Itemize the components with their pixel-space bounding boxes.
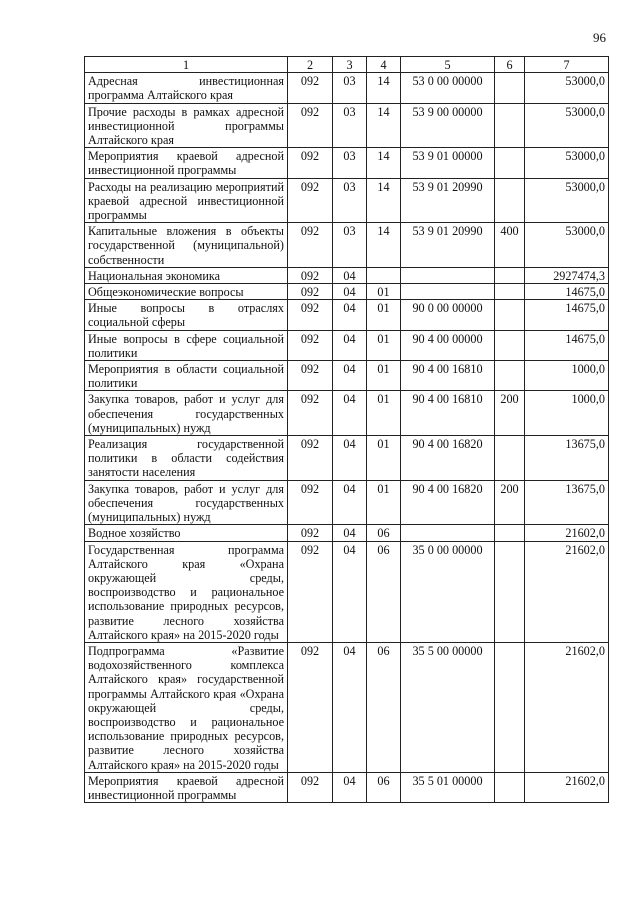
row-ministry-code-cell: 092: [288, 525, 333, 541]
row-section-cell: 04: [333, 642, 367, 772]
row-subsection-cell: 14: [367, 148, 401, 178]
row-section-cell: 04: [333, 267, 367, 283]
row-name-cell: Мероприятия в области социальной политики: [85, 361, 288, 391]
row-amount-cell: 14675,0: [525, 284, 609, 300]
row-name-cell: Закупка товаров, работ и услуг для обеспечения государственных (муниципальных) нужд: [85, 480, 288, 525]
table-row: [85, 178, 609, 223]
row-amount-cell: 21602,0: [525, 541, 609, 642]
row-section-cell: 04: [333, 361, 367, 391]
row-amount-cell: 2927474,3: [525, 267, 609, 283]
row-target-article-cell: 35 0 00 00000: [401, 541, 495, 642]
row-name-cell: Расходы на реализацию мероприятий краевой адресной инвестиционной программы: [85, 178, 288, 223]
row-amount-cell: 53000,0: [525, 178, 609, 223]
row-target-article-cell: 90 4 00 16810: [401, 361, 495, 391]
row-expense-type-cell: [495, 330, 525, 360]
row-target-article-cell: 90 4 00 00000: [401, 330, 495, 360]
row-target-article-cell: 90 0 00 00000: [401, 300, 495, 330]
row-name-cell: Реализация государственной политики в области содействия занятости населения: [85, 436, 288, 481]
row-expense-type-cell: [495, 642, 525, 772]
row-expense-type-cell: [495, 300, 525, 330]
table-row: [85, 391, 609, 436]
table-row: [85, 541, 609, 642]
row-subsection-cell: 01: [367, 480, 401, 525]
row-subsection-cell: 01: [367, 330, 401, 360]
row-ministry-code-cell: 092: [288, 361, 333, 391]
column-header-3: 3: [333, 57, 367, 73]
row-expense-type-cell: [495, 267, 525, 283]
table-row: [85, 525, 609, 541]
row-name-cell: Государственная программа Алтайского края «Охрана окружающей среды, воспроизводство и рациональное использование природных ресурсов, развитие лесного хозяйства Алтайского края» на 2015-2020 годы: [85, 541, 288, 642]
row-amount-cell: 53000,0: [525, 223, 609, 268]
row-expense-type-cell: 400: [495, 223, 525, 268]
row-target-article-cell: 35 5 01 00000: [401, 772, 495, 802]
table-row: [85, 223, 609, 268]
row-subsection-cell: 06: [367, 772, 401, 802]
row-ministry-code-cell: 092: [288, 103, 333, 148]
row-subsection-cell: 01: [367, 361, 401, 391]
row-amount-cell: 53000,0: [525, 103, 609, 148]
row-subsection-cell: 14: [367, 223, 401, 268]
row-section-cell: 04: [333, 300, 367, 330]
row-ministry-code-cell: 092: [288, 391, 333, 436]
row-section-cell: 04: [333, 391, 367, 436]
row-expense-type-cell: [495, 772, 525, 802]
row-ministry-code-cell: 092: [288, 300, 333, 330]
row-expense-type-cell: [495, 436, 525, 481]
row-ministry-code-cell: 092: [288, 772, 333, 802]
row-name-cell: Прочие расходы в рамках адресной инвестиционной программы Алтайского края: [85, 103, 288, 148]
row-target-article-cell: [401, 267, 495, 283]
table-row: [85, 73, 609, 103]
row-expense-type-cell: [495, 178, 525, 223]
row-ministry-code-cell: 092: [288, 541, 333, 642]
row-amount-cell: 14675,0: [525, 330, 609, 360]
row-expense-type-cell: [495, 103, 525, 148]
row-target-article-cell: 53 9 00 00000: [401, 103, 495, 148]
row-section-cell: 04: [333, 772, 367, 802]
row-target-article-cell: 53 9 01 20990: [401, 178, 495, 223]
row-subsection-cell: 06: [367, 525, 401, 541]
row-target-article-cell: 53 9 01 00000: [401, 148, 495, 178]
row-name-cell: Закупка товаров, работ и услуг для обеспечения государственных (муниципальных) нужд: [85, 391, 288, 436]
row-target-article-cell: 35 5 00 00000: [401, 642, 495, 772]
row-name-cell: Национальная экономика: [85, 267, 288, 283]
row-expense-type-cell: [495, 361, 525, 391]
row-section-cell: 03: [333, 73, 367, 103]
row-amount-cell: 1000,0: [525, 391, 609, 436]
table-body: [85, 73, 609, 803]
row-target-article-cell: [401, 525, 495, 541]
table-row: [85, 284, 609, 300]
table-row: [85, 436, 609, 481]
page-number: 96: [593, 30, 606, 45]
row-subsection-cell: 06: [367, 541, 401, 642]
row-name-cell: Водное хозяйство: [85, 525, 288, 541]
row-ministry-code-cell: 092: [288, 436, 333, 481]
row-amount-cell: 21602,0: [525, 772, 609, 802]
row-expense-type-cell: [495, 73, 525, 103]
row-subsection-cell: 14: [367, 178, 401, 223]
row-name-cell: Подпрограмма «Развитие водохозяйственного комплекса Алтайского края» государственной программы Алтайского края «Охрана окружающей среды, воспроизводство и рациональное использование природных ресурсов, развитие лесного хозяйства Алтайского края» на 2015-2020 годы: [85, 642, 288, 772]
column-header-7: 7: [525, 57, 609, 73]
column-header-5: 5: [401, 57, 495, 73]
row-subsection-cell: 01: [367, 391, 401, 436]
row-amount-cell: 1000,0: [525, 361, 609, 391]
table-row: [85, 148, 609, 178]
row-name-cell: Мероприятия краевой адресной инвестиционной программы: [85, 772, 288, 802]
table-row: [85, 772, 609, 802]
row-section-cell: 03: [333, 223, 367, 268]
row-subsection-cell: 01: [367, 436, 401, 481]
row-amount-cell: 21602,0: [525, 642, 609, 772]
row-name-cell: Иные вопросы в отраслях социальной сферы: [85, 300, 288, 330]
row-expense-type-cell: 200: [495, 391, 525, 436]
table-row: [85, 330, 609, 360]
table-row: [85, 480, 609, 525]
row-target-article-cell: 53 0 00 00000: [401, 73, 495, 103]
row-ministry-code-cell: 092: [288, 642, 333, 772]
row-ministry-code-cell: 092: [288, 480, 333, 525]
row-ministry-code-cell: 092: [288, 330, 333, 360]
row-section-cell: 03: [333, 178, 367, 223]
row-amount-cell: 53000,0: [525, 73, 609, 103]
header-row: [85, 57, 609, 73]
column-header-1: 1: [85, 57, 288, 73]
row-name-cell: Общеэкономические вопросы: [85, 284, 288, 300]
row-section-cell: 04: [333, 525, 367, 541]
table-row: [85, 300, 609, 330]
row-target-article-cell: 90 4 00 16820: [401, 480, 495, 525]
row-expense-type-cell: [495, 541, 525, 642]
row-section-cell: 04: [333, 541, 367, 642]
column-header-6: 6: [495, 57, 525, 73]
row-section-cell: 04: [333, 284, 367, 300]
row-expense-type-cell: [495, 525, 525, 541]
column-header-4: 4: [367, 57, 401, 73]
row-amount-cell: 13675,0: [525, 480, 609, 525]
row-section-cell: 04: [333, 480, 367, 525]
row-ministry-code-cell: 092: [288, 73, 333, 103]
row-amount-cell: 13675,0: [525, 436, 609, 481]
row-subsection-cell: 01: [367, 284, 401, 300]
row-section-cell: 03: [333, 103, 367, 148]
row-expense-type-cell: [495, 284, 525, 300]
table-row: [85, 642, 609, 772]
row-ministry-code-cell: 092: [288, 148, 333, 178]
row-subsection-cell: 14: [367, 103, 401, 148]
row-target-article-cell: 90 4 00 16810: [401, 391, 495, 436]
row-subsection-cell: 01: [367, 300, 401, 330]
row-subsection-cell: [367, 267, 401, 283]
row-ministry-code-cell: 092: [288, 178, 333, 223]
row-amount-cell: 53000,0: [525, 148, 609, 178]
row-name-cell: Адресная инвестиционная программа Алтайского края: [85, 73, 288, 103]
table-row: [85, 103, 609, 148]
row-subsection-cell: 14: [367, 73, 401, 103]
column-header-2: 2: [288, 57, 333, 73]
row-target-article-cell: 90 4 00 16820: [401, 436, 495, 481]
row-section-cell: 03: [333, 148, 367, 178]
row-name-cell: Мероприятия краевой адресной инвестиционной программы: [85, 148, 288, 178]
budget-table: [84, 56, 609, 803]
row-amount-cell: 21602,0: [525, 525, 609, 541]
row-name-cell: Иные вопросы в сфере социальной политики: [85, 330, 288, 360]
row-expense-type-cell: [495, 148, 525, 178]
row-section-cell: 04: [333, 330, 367, 360]
table-row: [85, 267, 609, 283]
table-row: [85, 361, 609, 391]
row-expense-type-cell: 200: [495, 480, 525, 525]
row-ministry-code-cell: 092: [288, 267, 333, 283]
row-ministry-code-cell: 092: [288, 223, 333, 268]
row-section-cell: 04: [333, 436, 367, 481]
row-target-article-cell: [401, 284, 495, 300]
row-ministry-code-cell: 092: [288, 284, 333, 300]
row-name-cell: Капитальные вложения в объекты государственной (муниципальной) собственности: [85, 223, 288, 268]
row-subsection-cell: 06: [367, 642, 401, 772]
row-target-article-cell: 53 9 01 20990: [401, 223, 495, 268]
row-amount-cell: 14675,0: [525, 300, 609, 330]
